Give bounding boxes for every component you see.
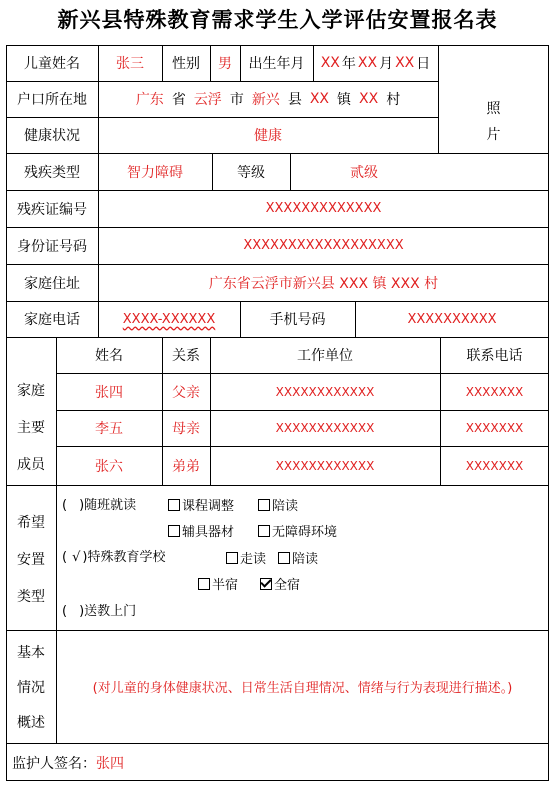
checkbox-icon — [258, 525, 270, 537]
unit-xian: 县 — [287, 92, 302, 108]
checkbox-icon — [226, 552, 238, 564]
home-phone-value: XXXX-XXXXXX — [122, 311, 216, 327]
option-curriculum-adjust[interactable]: 课程调整 — [168, 495, 234, 514]
guardian-value: 张四 — [96, 756, 124, 772]
placement-side-label: 希望 安置 类型 — [17, 515, 45, 605]
unit-zhen: 镇 — [337, 92, 351, 108]
birth-year: XX — [320, 55, 340, 71]
member-work: XXXXXXXXXXXX — [275, 384, 375, 399]
address-value: 广东省云浮市新兴县 XXX 镇 XXX 村 — [208, 275, 439, 292]
photo-label-2: 片 — [486, 127, 501, 143]
birth-month: XX — [357, 55, 378, 71]
basic-side-label: 基本 情况 概述 — [17, 645, 45, 731]
member-relation: 母亲 — [172, 421, 200, 437]
check-mark-icon: √ — [72, 550, 81, 565]
form-title: 新兴县特殊教育需求学生入学评估安置报名表 — [57, 7, 498, 32]
unit-cun: 村 — [386, 92, 401, 108]
member-work: XXXXXXXXXXXX — [275, 421, 375, 435]
hukou-province: 广东 — [135, 92, 164, 108]
id-number-value: XXXXXXXXXXXXXXXXXX — [243, 238, 404, 253]
checkbox-icon — [168, 499, 180, 511]
month-unit: 月 — [379, 56, 394, 72]
hukou-label: 户口所在地 — [17, 92, 87, 108]
member-name: 张四 — [95, 384, 123, 401]
option-half-boarding[interactable]: 半宿 — [198, 574, 238, 593]
member-phone: XXXXXXX — [465, 384, 524, 399]
unit-shi: 市 — [229, 92, 244, 108]
hukou-town: XX — [309, 91, 329, 107]
name-value: 张三 — [116, 56, 144, 72]
home-phone-label: 家庭电话 — [24, 312, 80, 328]
gender-label: 性别 — [172, 56, 200, 72]
birth-day: XX — [395, 55, 415, 71]
col-header-relation: 关系 — [172, 348, 200, 364]
grade-label: 等级 — [237, 164, 265, 181]
mobile-value: XXXXXXXXXX — [407, 311, 497, 327]
gender-value: 男 — [218, 56, 232, 72]
member-name: 张六 — [95, 458, 123, 475]
health-value: 健康 — [254, 128, 282, 144]
disability-type-value: 智力障碍 — [127, 164, 183, 181]
col-header-work: 工作单位 — [297, 348, 353, 364]
hukou-village: XX — [359, 91, 379, 107]
option-companion-school[interactable]: 陪读 — [278, 548, 318, 567]
guardian-label: 监护人签名： — [12, 756, 96, 772]
health-label: 健康状况 — [24, 128, 80, 144]
id-number-label: 身份证号码 — [17, 238, 87, 255]
option-full-boarding[interactable]: 全宿 — [260, 574, 300, 593]
checkbox-icon — [258, 499, 270, 511]
checkbox-icon — [198, 578, 210, 590]
member-work: XXXXXXXXXXXX — [275, 458, 375, 473]
unit-sheng: 省 — [171, 92, 186, 108]
member-phone: XXXXXXX — [465, 458, 524, 473]
option-barrier-free[interactable]: 无障碍环境 — [258, 521, 337, 540]
option-special-school[interactable]: ( √ )特殊教育学校 — [62, 550, 166, 565]
address-label: 家庭住址 — [24, 275, 80, 292]
option-companion-reading[interactable]: 陪读 — [258, 495, 298, 514]
checked-box-icon — [260, 578, 272, 590]
disability-type-label: 残疾类型 — [24, 164, 80, 181]
option-day-school[interactable]: 走读 — [226, 548, 266, 567]
name-label: 儿童姓名 — [24, 56, 80, 72]
member-relation: 父亲 — [172, 384, 200, 401]
checkbox-icon — [168, 525, 180, 537]
photo-area — [438, 96, 549, 148]
family-side-label: 家庭 主要 成员 — [17, 383, 45, 473]
guardian-signature — [12, 753, 124, 773]
grade-value: 贰级 — [350, 164, 378, 181]
basic-description: (对儿童的身体健康状况、日常生活自理情况、情绪与行为表现进行描述。) — [92, 681, 513, 696]
day-unit: 日 — [416, 56, 431, 72]
member-name: 李五 — [95, 421, 123, 437]
disability-cert-value: XXXXXXXXXXXXX — [265, 201, 382, 216]
member-relation: 弟弟 — [172, 458, 200, 475]
col-header-name: 姓名 — [95, 348, 123, 364]
member-phone: XXXXXXX — [465, 421, 524, 435]
birth-date — [313, 45, 438, 81]
hukou-county: 新兴 — [251, 92, 280, 108]
year-unit: 年 — [341, 56, 356, 72]
hukou-city: 云浮 — [193, 92, 222, 108]
disability-cert-label: 残疾证编号 — [17, 201, 87, 218]
option-home-delivery[interactable]: ( )送教上门 — [62, 604, 137, 619]
option-regular-class[interactable]: ( )随班就读 — [62, 498, 137, 513]
checkbox-icon — [278, 552, 290, 564]
birth-label: 出生年月 — [248, 56, 305, 72]
col-header-phone: 联系电话 — [466, 348, 523, 364]
option-assistive-devices[interactable]: 辅具器材 — [168, 521, 234, 540]
mobile-label: 手机号码 — [269, 312, 326, 328]
photo-label-1: 照 — [486, 101, 501, 117]
hukou-value — [98, 81, 438, 117]
